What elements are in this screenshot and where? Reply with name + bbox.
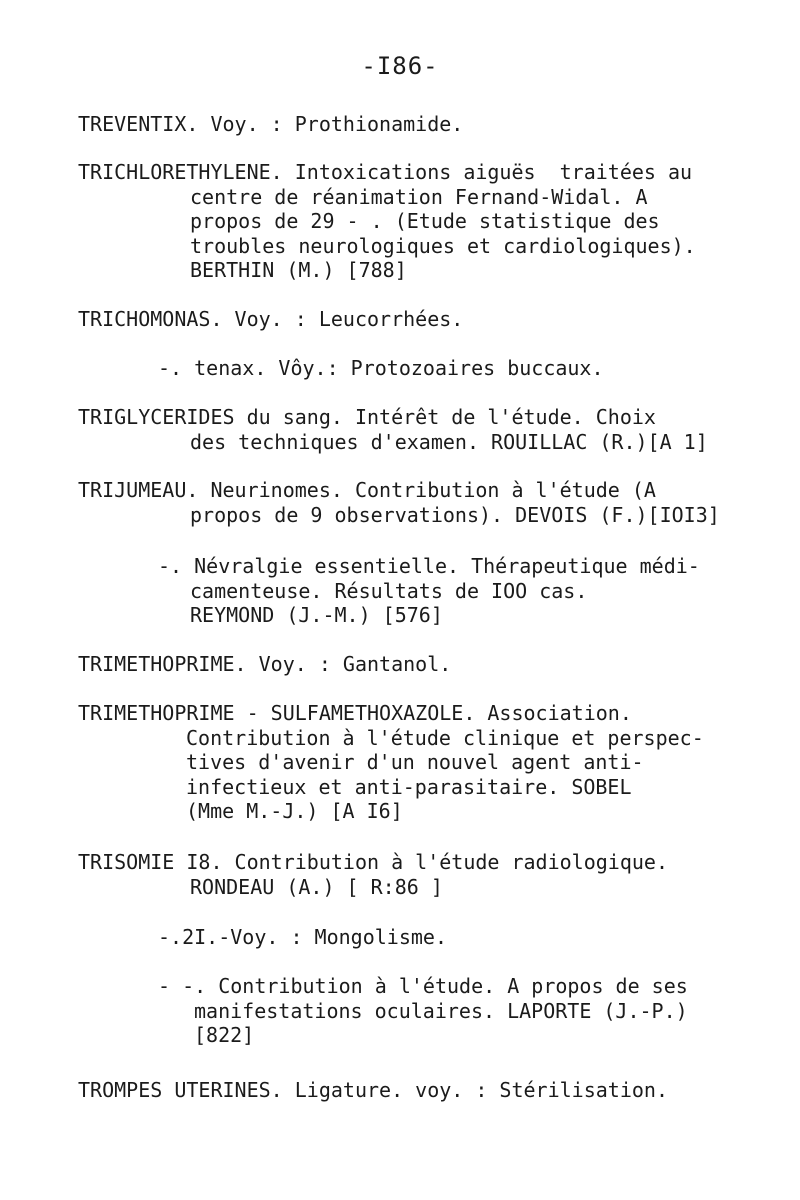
entry-line: -.2I.-Voy. : Mongolisme. — [158, 925, 447, 949]
entry-line: infectieux et anti-parasitaire. SOBEL — [186, 774, 632, 799]
entry-line: camenteuse. Résultats de IOO cas. — [190, 578, 588, 603]
entry-trisomie-18 — [78, 850, 668, 899]
entry-line: Contribution à l'étude clinique et perspec- — [186, 725, 704, 750]
entry-line: TRICHOMONAS. Voy. : Leucorrhées. — [78, 307, 464, 331]
entry-line: TRICHLORETHYLENE. Intoxications aiguës traitées au — [78, 160, 693, 184]
entry-trichomonas — [78, 307, 463, 332]
entry-line: RONDEAU (A.) [ R:86 ] — [190, 874, 443, 899]
entry-line: (Mme M.-J.) [A I6] — [186, 799, 403, 823]
entry-trichlorethylene — [78, 160, 696, 283]
entry-trompes-uterines — [78, 1078, 668, 1103]
page-number: -I86- — [361, 52, 439, 80]
entry-21-contribution — [158, 974, 688, 1048]
entry-treventix — [78, 112, 463, 137]
entry-line: manifestations oculaires. LAPORTE (J.-P.) — [194, 998, 688, 1023]
entry-line: propos de 29 - . (Etude statistique des — [190, 209, 660, 233]
entry-line: centre de réanimation Fernand-Widal. A — [190, 184, 648, 209]
entry-line: [822] — [194, 1023, 255, 1047]
entry-tenax — [158, 356, 604, 381]
entry-21 — [158, 925, 447, 950]
entry-line: troubles neurologiques et cardiologiques). — [190, 233, 696, 258]
entry-line: BERTHIN (M.) [788] — [190, 258, 407, 282]
entry-triglycerides — [78, 405, 708, 454]
entry-line: - -. Contribution à l'étude. A propos de ses — [158, 974, 688, 998]
entry-line: propos de 9 observations). DEVOIS (F.)[IOI3] — [190, 502, 720, 527]
entry-line: -. Névralgie essentielle. Thérapeutique médi- — [158, 554, 700, 578]
entry-line: tives d'avenir d'un nouvel agent anti- — [186, 750, 644, 774]
entry-line: TROMPES UTERINES. Ligature. voy. : Stérilisation. — [78, 1078, 669, 1102]
entry-line: des techniques d'examen. ROUILLAC (R.)[A 1] — [190, 429, 708, 454]
entry-nevralgie — [158, 554, 700, 628]
entry-line: TRIGLYCERIDES du sang. Intérêt de l'étude. Choix — [78, 405, 656, 429]
entry-line: TRIMETHOPRIME - SULFAMETHOXAZOLE. Association. — [78, 701, 632, 725]
entry-line: TRIJUMEAU. Neurinomes. Contribution à l'étude (A — [78, 478, 656, 502]
entry-line: TREVENTIX. Voy. : Prothionamide. — [78, 112, 464, 136]
entry-line: -. tenax. Vôy.: Protozoaires buccaux. — [158, 356, 604, 380]
entry-trimethoprime — [78, 652, 451, 677]
entry-line: TRIMETHOPRIME. Voy. : Gantanol. — [78, 652, 452, 676]
entry-line: REYMOND (J.-M.) [576] — [190, 603, 443, 627]
entry-trijumeau — [78, 478, 720, 527]
entry-trimethoprime-sulfamethoxazole — [78, 701, 704, 824]
entry-line: TRISOMIE I8. Contribution à l'étude radiologique. — [78, 850, 669, 874]
